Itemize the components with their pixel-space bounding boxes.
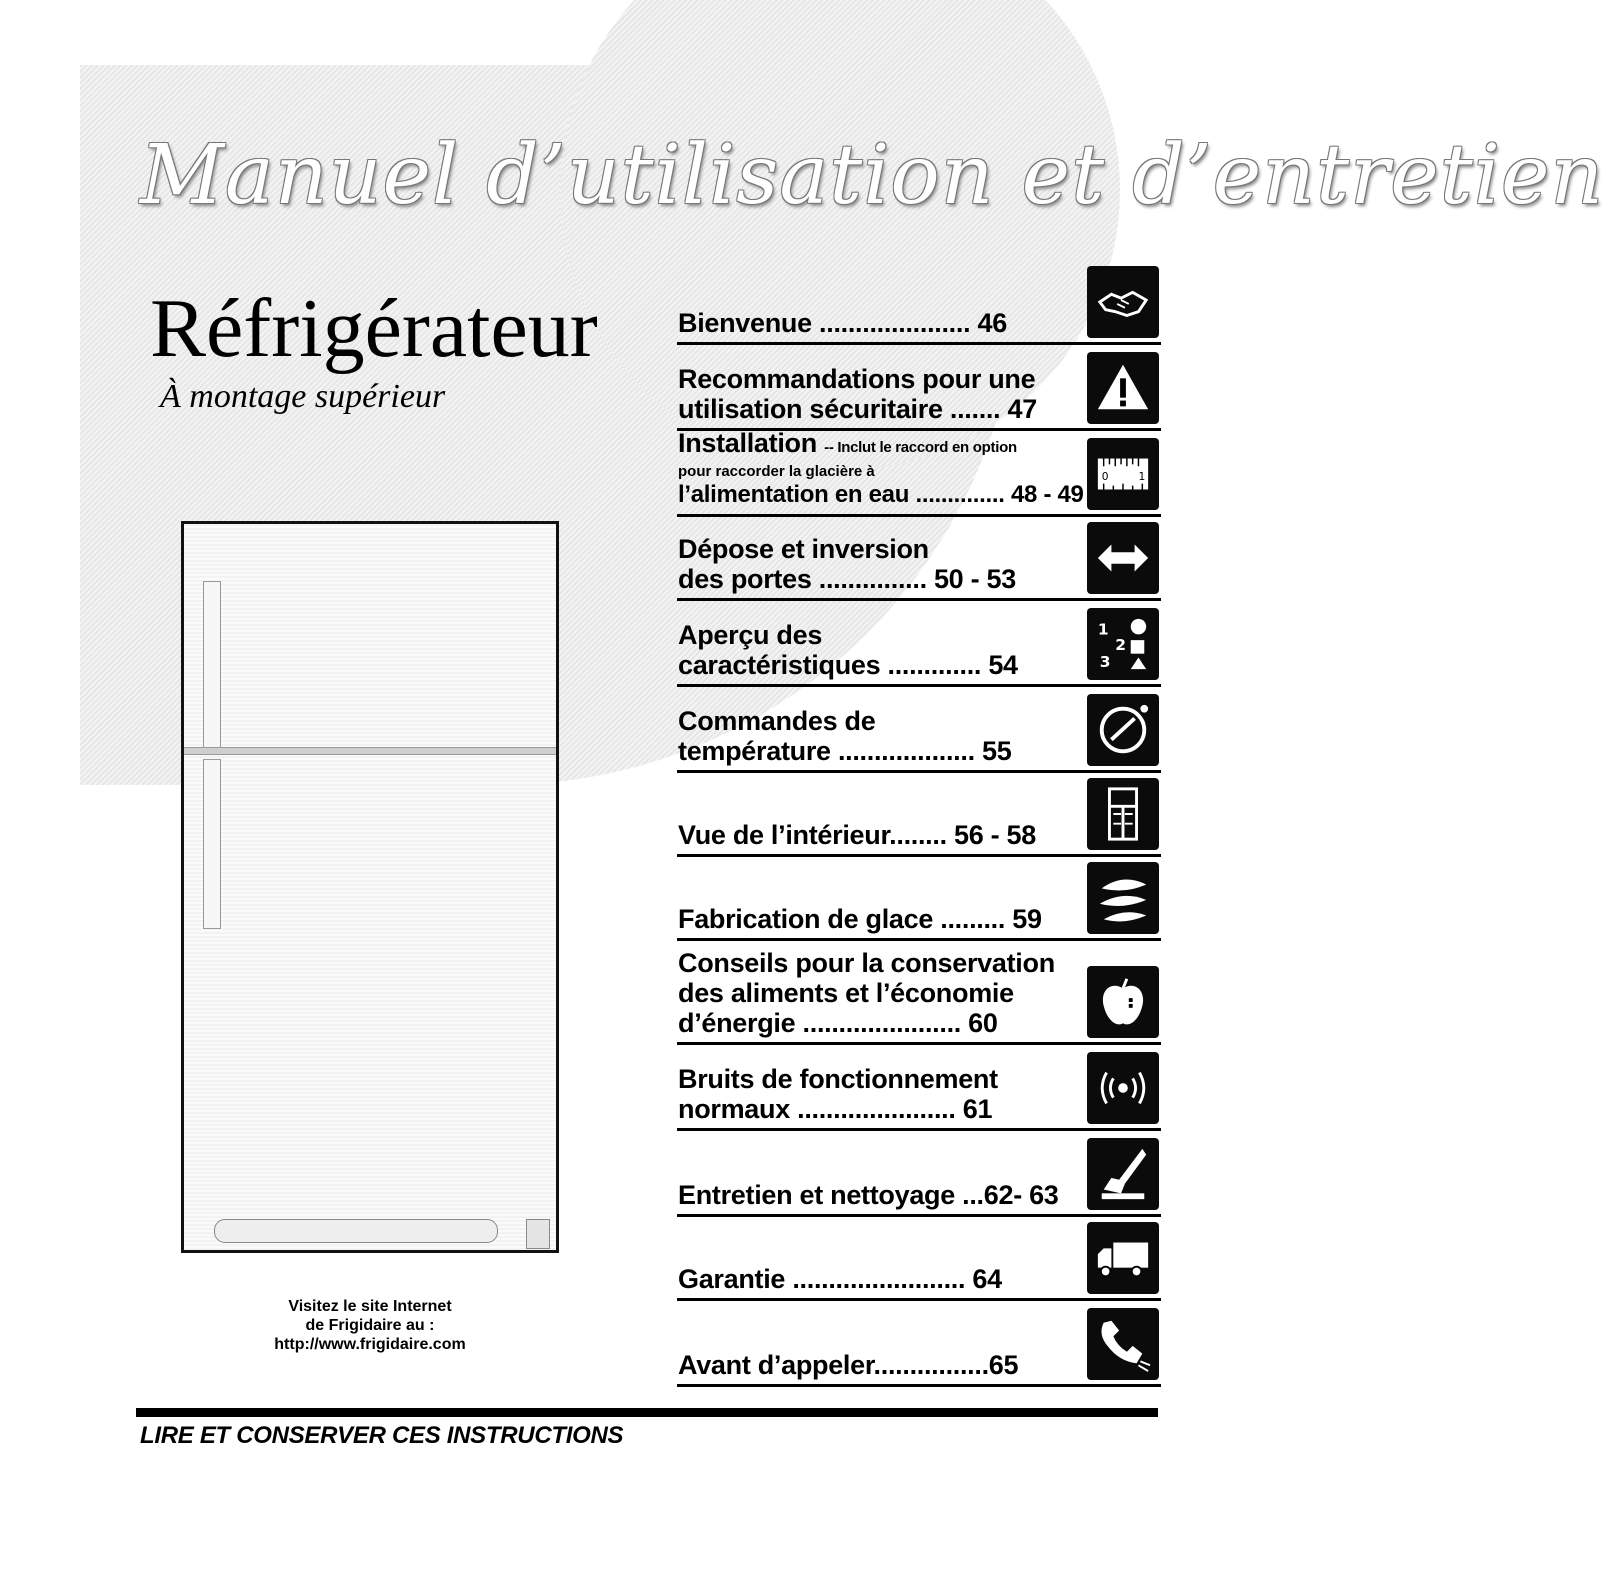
toc-line: l’alimentation en eau .............. 48 - 49 — [678, 481, 1084, 508]
toc-line: caractéristiques ............. 54 — [678, 650, 1018, 680]
sound-icon — [1087, 1052, 1159, 1124]
toc-entry-garantie[interactable] — [677, 1214, 1161, 1301]
ruler-icon — [1087, 438, 1159, 510]
toc-line: Commandes de — [678, 706, 876, 736]
main-title: Réfrigérateur — [150, 282, 598, 375]
toc-entry-installation[interactable] — [677, 428, 1161, 517]
toc-line: Entretien et nettoyage ...62- 63 — [678, 1180, 1059, 1210]
sub-title: À montage supérieur — [160, 378, 446, 415]
freezer-handle — [203, 581, 221, 748]
toc-line: utilisation sécuritaire ....... 47 — [678, 394, 1037, 424]
fridge-icon — [1087, 778, 1159, 850]
svg-text:2: 2 — [1115, 635, 1127, 654]
truck-icon — [1087, 1222, 1159, 1294]
svg-text:1: 1 — [1138, 469, 1146, 483]
cleaning-icon — [1087, 1138, 1159, 1210]
phone-icon — [1087, 1308, 1159, 1380]
svg-text:1: 1 — [1097, 620, 1109, 639]
toc-line: Bienvenue ..................... 46 — [678, 308, 1007, 338]
toc-line: normaux ...................... 61 — [678, 1094, 993, 1124]
toc-entry-interieur[interactable] — [677, 770, 1161, 857]
footer-notice: LIRE ET CONSERVER CES INSTRUCTIONS — [140, 1422, 624, 1449]
website-line-2: de Frigidaire au : — [305, 1317, 435, 1334]
double-arrow-icon — [1087, 522, 1159, 594]
website-line-1: Visitez le site Internet — [288, 1298, 452, 1315]
toc-entry-apercu[interactable] — [677, 598, 1161, 687]
features-icon — [1087, 608, 1159, 680]
toc-line: Installation — [678, 428, 817, 458]
svg-text:3: 3 — [1099, 653, 1111, 672]
grille-end — [526, 1219, 550, 1249]
toc-line: d’énergie ...................... 60 — [678, 1008, 998, 1038]
website-notice — [230, 1297, 510, 1354]
toc-entry-entretien[interactable] — [677, 1128, 1161, 1217]
toc-line: température ................... 55 — [678, 736, 1012, 766]
warning-icon — [1087, 352, 1159, 424]
handshake-icon — [1087, 266, 1159, 338]
refrigerator-illustration — [181, 521, 559, 1253]
script-title: Manuel d’utilisation et d’entretien — [140, 128, 1604, 223]
toc-line: Vue de l’intérieur........ 56 - 58 — [678, 820, 1036, 850]
toc-line: des portes ............... 50 - 53 — [678, 564, 1016, 594]
toc-entry-temperature[interactable] — [677, 684, 1161, 773]
toc-entry-securite[interactable] — [677, 342, 1161, 431]
toc-line: Bruits de fonctionnement — [678, 1064, 998, 1094]
toc-entry-appeler[interactable] — [677, 1298, 1161, 1387]
toe-grille — [214, 1219, 498, 1243]
fridge-handle — [203, 759, 221, 929]
toc-line: pour raccorder la glacière à — [678, 463, 875, 480]
toc-entry-conseils[interactable] — [677, 938, 1161, 1045]
toc-line: Fabrication de glace ......... 59 — [678, 904, 1042, 934]
toc-line: Recommandations pour une — [678, 364, 1036, 394]
door-divider — [184, 747, 556, 755]
toc-line: Aperçu des — [678, 620, 823, 650]
apple-icon — [1087, 966, 1159, 1038]
toc-entry-bruits[interactable] — [677, 1042, 1161, 1131]
toc-line: Garantie ........................ 64 — [678, 1264, 1002, 1294]
toc-line: Conseils pour la conservation — [678, 948, 1055, 978]
toc-entry-bienvenue[interactable] — [677, 258, 1161, 345]
toc-note: -- Inclut le raccord en option — [824, 439, 1017, 456]
toc-line: Dépose et inversion — [678, 534, 929, 564]
leaves-icon — [1087, 862, 1159, 934]
toc-entry-portes[interactable] — [677, 514, 1161, 601]
toc-line: des aliments et l’économie — [678, 978, 1014, 1008]
footer-rule — [136, 1408, 1158, 1417]
toc-line: Avant d’appeler................65 — [678, 1350, 1019, 1380]
website-url[interactable]: http://www.frigidaire.com — [274, 1336, 466, 1353]
toc-entry-glace[interactable] — [677, 854, 1161, 941]
svg-text:0: 0 — [1101, 469, 1109, 483]
dial-icon — [1087, 694, 1159, 766]
